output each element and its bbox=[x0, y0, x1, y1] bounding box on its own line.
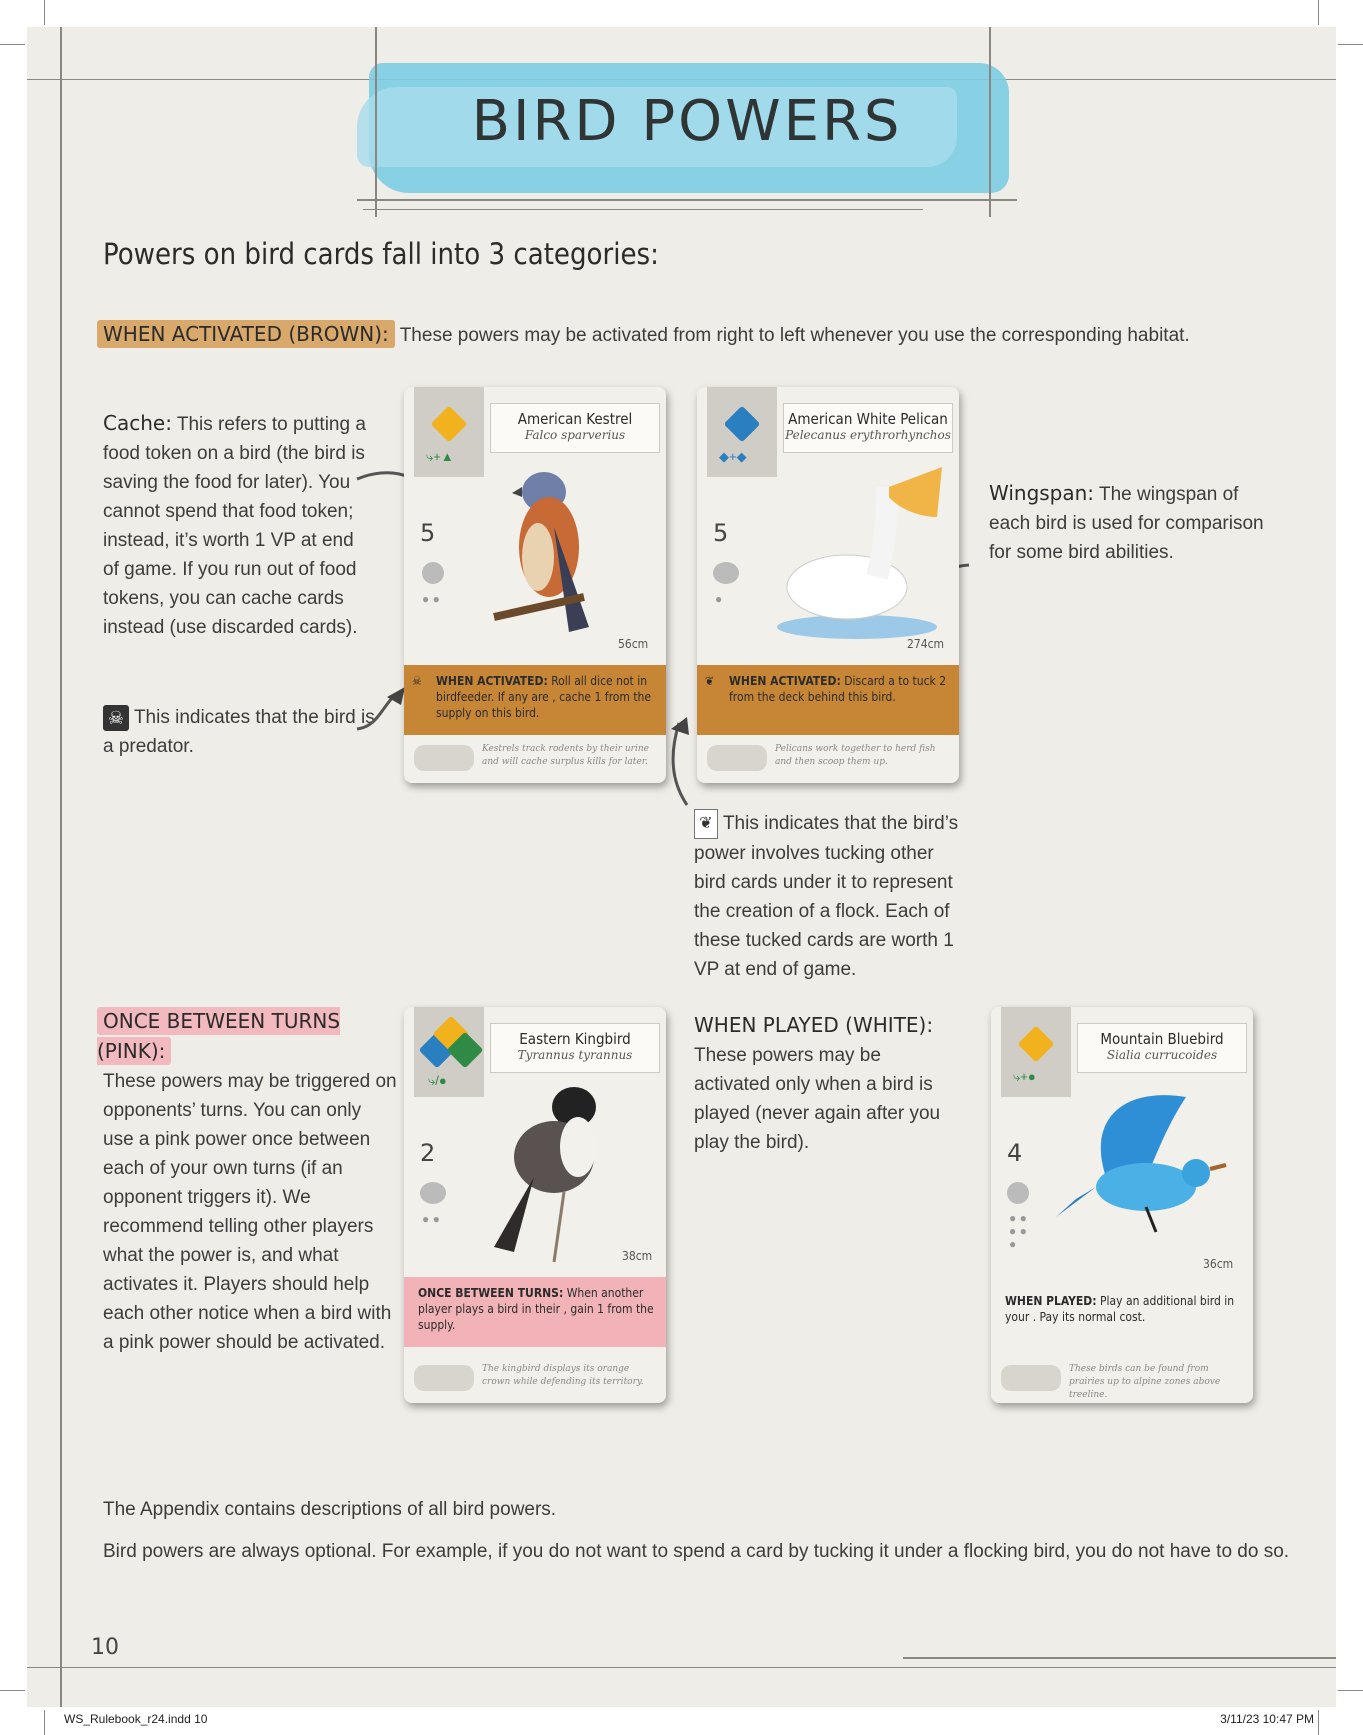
crop-mark bbox=[44, 0, 45, 25]
flavor-text: Kestrels track rodents by their urine and will cache surplus kills for later. bbox=[482, 744, 649, 767]
crop-mark bbox=[0, 1690, 25, 1691]
crop-mark bbox=[1318, 1710, 1319, 1735]
crop-mark bbox=[44, 1710, 45, 1735]
page-number: 10 bbox=[91, 1635, 119, 1660]
power-box-white bbox=[991, 1285, 1253, 1355]
power-box-pink bbox=[404, 1277, 666, 1347]
wingspan-text: The wingspan of each bird is used for comparison for some bird abilities. bbox=[989, 484, 1264, 563]
nest-icon bbox=[713, 562, 739, 584]
card-nameplate bbox=[1077, 1023, 1247, 1073]
egg-icon: ● ● bbox=[422, 592, 440, 606]
victory-points: 4 bbox=[1007, 1139, 1023, 1167]
wingspan-value: 36cm bbox=[1203, 1257, 1234, 1271]
power-box-brown bbox=[697, 665, 959, 735]
card-american-white-pelican bbox=[697, 387, 959, 783]
card-mountain-bluebird bbox=[991, 1007, 1253, 1403]
power-text: When another player plays a bird in their , gain 1 from the supply. bbox=[418, 1286, 654, 1332]
range-map-icon bbox=[414, 745, 474, 771]
bird-name: American White Pelican bbox=[788, 410, 948, 428]
card-nameplate bbox=[783, 403, 953, 453]
power-box-brown bbox=[404, 665, 666, 735]
victory-points: 5 bbox=[420, 519, 436, 547]
egg-icon: ● bbox=[715, 592, 723, 606]
frame-rule-footer bbox=[903, 1657, 1336, 1659]
kingbird-illustration bbox=[474, 1077, 624, 1267]
wetland-icon bbox=[724, 406, 761, 443]
page-title: BIRD POWERS bbox=[471, 89, 903, 154]
frame-rule-bottom bbox=[27, 1667, 1336, 1668]
wingspan-value: 274cm bbox=[907, 637, 945, 651]
wingspan-label: Wingspan: bbox=[989, 481, 1095, 505]
crop-mark bbox=[1338, 44, 1363, 45]
card-american-kestrel bbox=[404, 387, 666, 783]
power-label: ONCE BETWEEN TURNS: bbox=[418, 1286, 564, 1300]
slug-filename: WS_Rulebook_r24.indd 10 bbox=[64, 1712, 208, 1726]
pelican-illustration bbox=[757, 457, 947, 647]
appendix-note: The Appendix contains descriptions of all bird powers. bbox=[103, 1499, 557, 1520]
power-text: Discard a to tuck 2 from the deck behind this bird. bbox=[729, 674, 947, 704]
grassland-icon bbox=[431, 406, 468, 443]
slug-timestamp: 3/11/23 10:47 PM bbox=[1220, 1712, 1314, 1726]
egg-icon: ● ● bbox=[422, 1212, 440, 1226]
card-nameplate bbox=[490, 1023, 660, 1073]
power-label: WHEN ACTIVATED: bbox=[729, 674, 841, 688]
nest-icon bbox=[420, 1182, 446, 1204]
bird-scientific-name: Falco sparverius bbox=[524, 428, 626, 442]
nest-icon bbox=[1007, 1182, 1029, 1204]
section-heading: Powers on bird cards fall into 3 categories: bbox=[103, 237, 659, 271]
when-played-label: WHEN PLAYED (WHITE): bbox=[694, 1013, 934, 1037]
bird-scientific-name: Sialia currucoides bbox=[1106, 1048, 1218, 1062]
wingspan-value: 56cm bbox=[618, 637, 649, 651]
bird-scientific-name: Pelecanus erythrorhynchos bbox=[785, 428, 951, 442]
wingspan-value: 38cm bbox=[622, 1249, 653, 1263]
bird-name: Eastern Kingbird bbox=[519, 1030, 631, 1048]
victory-points: 2 bbox=[420, 1139, 436, 1167]
food-cost-icon: ⤷/● bbox=[428, 1073, 447, 1088]
crop-mark bbox=[0, 44, 25, 45]
power-text: Play an additional bird in your . Pay its normal cost. bbox=[1005, 1294, 1235, 1324]
once-between-text: These powers may be triggered on opponents’ turns. You can only use a pink power once between each of your own turns (if an opponent triggers it). We recommend telling other players what the power is, and what activates it. Players should help each other notice when a bird with a pink power should be activated. bbox=[103, 1071, 397, 1353]
card-eastern-kingbird bbox=[404, 1007, 666, 1403]
power-label: WHEN ACTIVATED: bbox=[436, 674, 548, 688]
crop-mark bbox=[1338, 1690, 1363, 1691]
when-activated-text: These powers may be activated from right to left whenever you use the corresponding habitat. bbox=[399, 325, 1190, 346]
predator-text: This indicates that the bird is a predator. bbox=[103, 707, 375, 757]
when-played-text: These powers may be activated only when a bird is played (never again after you play the bird). bbox=[694, 1045, 941, 1153]
bird-name: American Kestrel bbox=[517, 410, 633, 428]
range-map-icon bbox=[1001, 1365, 1061, 1391]
predator-icon: ☠ bbox=[103, 705, 129, 731]
bird-scientific-name: Tyrannus tyrannus bbox=[517, 1048, 633, 1062]
egg-icon: ● ● ● ● ● bbox=[1009, 1211, 1027, 1251]
optional-note: Bird powers are always optional. For example, if you do not want to spend a card by tucking it under a flocking bird, you do not have to do so. bbox=[103, 1541, 1290, 1562]
victory-points: 5 bbox=[713, 519, 729, 547]
nest-icon bbox=[422, 562, 444, 584]
grassland-icon bbox=[1018, 1026, 1055, 1063]
predator-icon: ☠ bbox=[412, 674, 422, 688]
crop-mark bbox=[1318, 0, 1319, 25]
food-cost-icon: ◆+◆ bbox=[719, 449, 747, 464]
cache-text: This refers to putting a food token on a bird (the bird is saving the food for later). You cannot spend that food token; instead, it’s worth 1 VP at end of game. If you run out of food tokens, you can cache cards instead (use discarded cards). bbox=[103, 414, 366, 638]
tuck-icon: ❦ bbox=[694, 809, 718, 839]
range-map-icon bbox=[707, 745, 767, 771]
rulebook-page bbox=[27, 27, 1336, 1707]
kestrel-illustration bbox=[474, 457, 624, 647]
cache-label: Cache: bbox=[103, 411, 172, 435]
flavor-text: These birds can be found from prairies up to alpine zones above treeline. bbox=[1069, 1364, 1221, 1400]
food-cost-icon: ⤷+▲ bbox=[426, 449, 454, 464]
tuck-icon: ❦ bbox=[705, 674, 715, 688]
flavor-text: The kingbird displays its orange crown while defending its territory. bbox=[482, 1364, 644, 1387]
food-cost-icon: ⤷+● bbox=[1013, 1069, 1036, 1084]
flocking-text: This indicates that the bird’s power involves tucking other bird cards under it to represent the creation of a flock. Each of these tucked cards are worth 1 VP at end of game. bbox=[694, 813, 959, 980]
power-label: WHEN PLAYED: bbox=[1005, 1294, 1097, 1308]
bluebird-illustration bbox=[1046, 1077, 1246, 1257]
bird-name: Mountain Bluebird bbox=[1100, 1030, 1224, 1048]
flavor-text: Pelicans work together to herd fish and then scoop them up. bbox=[775, 744, 936, 767]
once-between-label: ONCE BETWEEN TURNS (PINK): bbox=[97, 1009, 341, 1063]
when-activated-label: WHEN ACTIVATED (BROWN): bbox=[97, 320, 395, 348]
card-nameplate bbox=[490, 403, 660, 453]
range-map-icon bbox=[414, 1365, 474, 1391]
power-text: Roll all dice not in birdfeeder. If any are , cache 1 from the supply on this bird. bbox=[436, 674, 652, 720]
